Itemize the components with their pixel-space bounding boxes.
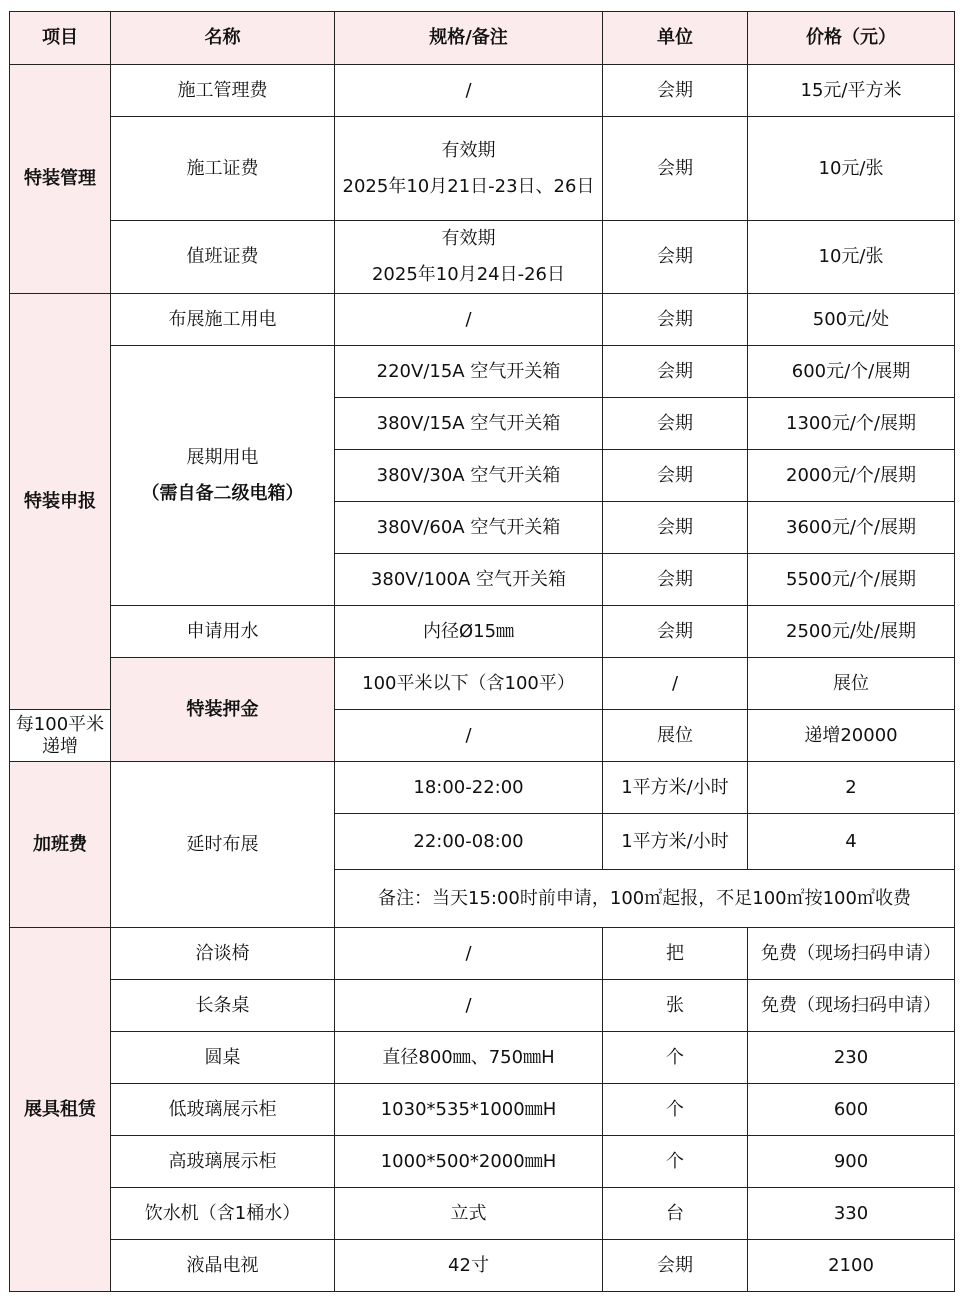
row-unit: 展位 <box>603 710 748 762</box>
row-name: 每100平米递增 <box>10 710 111 762</box>
row-unit: 会期 <box>603 294 748 346</box>
row-unit: 1平方米/小时 <box>603 814 748 870</box>
row-spec: 220V/15A 空气开关箱 <box>335 346 603 398</box>
row-spec: 1030*535*1000㎜H <box>335 1084 603 1136</box>
row-unit: 个 <box>603 1136 748 1188</box>
name-line-2: （需自备二级电箱） <box>141 482 304 504</box>
row-price: 500元/处 <box>748 294 955 346</box>
spec-line-2: 2025年10月24日-26日 <box>371 264 566 285</box>
name-line-1: 展期用电 <box>186 446 259 468</box>
table-row <box>10 606 955 658</box>
row-spec: / <box>335 710 603 762</box>
category-overtime: 加班费 <box>10 762 111 928</box>
row-unit: 会期 <box>603 65 748 117</box>
row-price: 1300元/个/展期 <box>748 398 955 450</box>
row-price: 3600元/个/展期 <box>748 502 955 554</box>
header-row <box>10 12 955 65</box>
table-row <box>10 1136 955 1188</box>
row-spec <box>335 221 603 294</box>
row-unit: 张 <box>603 980 748 1032</box>
table-row <box>10 346 955 398</box>
category-deposit: 特装押金 <box>111 658 335 762</box>
row-unit: 会期 <box>603 450 748 502</box>
row-price: 2100 <box>748 1240 955 1292</box>
row-name: 低玻璃展示柜 <box>111 1084 335 1136</box>
row-unit: 把 <box>603 928 748 980</box>
row-spec: / <box>335 980 603 1032</box>
row-spec: / <box>335 928 603 980</box>
row-price: 免费（现场扫码申请） <box>748 980 955 1032</box>
table-row <box>10 1188 955 1240</box>
row-price: 600 <box>748 1084 955 1136</box>
row-unit: 会期 <box>603 1240 748 1292</box>
row-spec: 1000*500*2000㎜H <box>335 1136 603 1188</box>
row-name: 长条桌 <box>111 980 335 1032</box>
row-unit: 展位 <box>748 658 955 710</box>
row-name: 高玻璃展示柜 <box>111 1136 335 1188</box>
table-row <box>10 928 955 980</box>
row-unit: 个 <box>603 1032 748 1084</box>
row-spec: 380V/30A 空气开关箱 <box>335 450 603 502</box>
row-spec: 380V/15A 空气开关箱 <box>335 398 603 450</box>
row-unit: 会期 <box>603 117 748 221</box>
header-name: 名称 <box>111 12 335 65</box>
row-name: 洽谈椅 <box>111 928 335 980</box>
row-unit: 会期 <box>603 502 748 554</box>
row-unit: 台 <box>603 1188 748 1240</box>
row-price: 15元/平方米 <box>748 65 955 117</box>
table-row <box>10 658 955 710</box>
exhibition-power-name <box>111 346 335 606</box>
row-price: 2 <box>748 762 955 814</box>
row-price: 4 <box>748 814 955 870</box>
header-spec: 规格/备注 <box>335 12 603 65</box>
table-row <box>10 294 955 346</box>
row-spec: 42寸 <box>335 1240 603 1292</box>
row-spec: 内径Ø15㎜ <box>335 606 603 658</box>
row-spec: / <box>335 65 603 117</box>
table-row <box>10 1084 955 1136</box>
row-name: 施工管理费 <box>111 65 335 117</box>
row-unit: 个 <box>603 1084 748 1136</box>
row-spec: / <box>335 294 603 346</box>
category-declaration: 特装申报 <box>10 294 111 710</box>
header-price: 价格（元） <box>748 12 955 65</box>
row-name: 值班证费 <box>111 221 335 294</box>
row-name: 100平米以下（含100平） <box>335 658 603 710</box>
row-price: 10元/张 <box>748 117 955 221</box>
row-spec: 直径800㎜、750㎜H <box>335 1032 603 1084</box>
header-item: 项目 <box>10 12 111 65</box>
category-management: 特装管理 <box>10 65 111 294</box>
table-row <box>10 980 955 1032</box>
row-spec <box>335 117 603 221</box>
table-row <box>10 221 955 294</box>
row-price: 免费（现场扫码申请） <box>748 928 955 980</box>
row-spec: 立式 <box>335 1188 603 1240</box>
table-row <box>10 65 955 117</box>
row-price: 2500元/处/展期 <box>748 606 955 658</box>
row-name: 施工证费 <box>111 117 335 221</box>
table-row <box>10 1032 955 1084</box>
row-unit: 会期 <box>603 398 748 450</box>
row-price: 900 <box>748 1136 955 1188</box>
row-unit: 会期 <box>603 606 748 658</box>
header-unit: 单位 <box>603 12 748 65</box>
row-unit: 会期 <box>603 221 748 294</box>
table-row <box>10 762 955 814</box>
row-price: 230 <box>748 1032 955 1084</box>
row-unit: 1平方米/小时 <box>603 762 748 814</box>
row-price: 330 <box>748 1188 955 1240</box>
row-spec: / <box>603 658 748 710</box>
price-table <box>9 11 955 1292</box>
row-price: 2000元/个/展期 <box>748 450 955 502</box>
row-price: 600元/个/展期 <box>748 346 955 398</box>
table-row <box>10 117 955 221</box>
row-spec: 22:00-08:00 <box>335 814 603 870</box>
category-rental: 展具租赁 <box>10 928 111 1292</box>
row-spec: 380V/60A 空气开关箱 <box>335 502 603 554</box>
spec-line-2: 2025年10月21日-23日、26日 <box>342 175 595 197</box>
overtime-note: 备注：当天15:00时前申请，100㎡起报，不足100㎡按100㎡收费 <box>335 870 955 928</box>
row-spec: 380V/100A 空气开关箱 <box>335 554 603 606</box>
row-name: 饮水机（含1桶水） <box>111 1188 335 1240</box>
row-name: 圆桌 <box>111 1032 335 1084</box>
row-name: 申请用水 <box>111 606 335 658</box>
row-unit: 会期 <box>603 346 748 398</box>
spec-line-1: 有效期 <box>441 228 496 249</box>
row-price: 10元/张 <box>748 221 955 294</box>
row-price: 5500元/个/展期 <box>748 554 955 606</box>
row-price: 递增20000 <box>748 710 955 762</box>
spec-line-1: 有效期 <box>441 139 496 161</box>
row-unit: 会期 <box>603 554 748 606</box>
row-spec: 18:00-22:00 <box>335 762 603 814</box>
table-row <box>10 1240 955 1292</box>
row-name: 延时布展 <box>111 762 335 928</box>
row-name: 液晶电视 <box>111 1240 335 1292</box>
row-name: 布展施工用电 <box>111 294 335 346</box>
